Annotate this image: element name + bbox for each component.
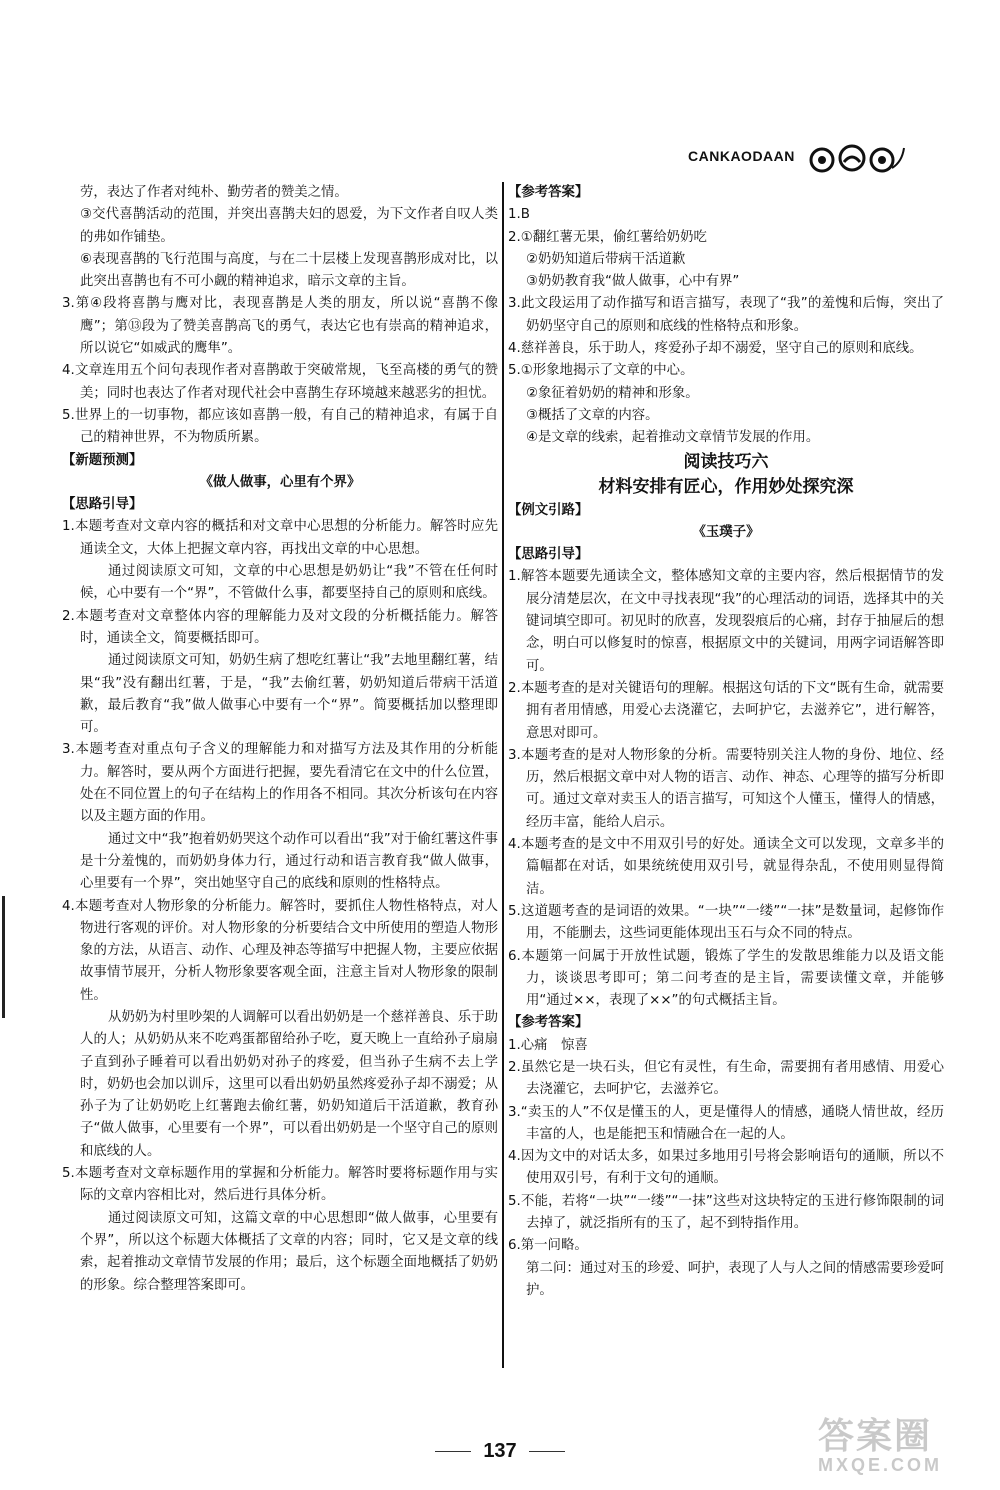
footer-dash xyxy=(435,1451,471,1452)
answer-item: ③奶奶教育我“做人做事，心中有界” xyxy=(526,274,740,290)
answer-item: 5.①形象地揭示了文章的中心。 xyxy=(508,363,694,379)
page-number-text: 137 xyxy=(483,1440,517,1462)
right-column xyxy=(508,182,944,1302)
answer-item: 3.此文段运用了动作描写和语言描写，表现了“我”的羞愧和后悔，突出了奶奶坚守自己的原则和底线的性格特点和形象。 xyxy=(508,296,944,334)
watermark-top: 答案圈 xyxy=(818,1415,933,1456)
section-label: 【新题预测】 xyxy=(62,452,143,468)
section-label: 【思路引导】 xyxy=(62,497,143,513)
margin-mark xyxy=(2,896,5,1018)
left-text: 3.第④段将喜鹊与鹰对比，表现喜鹊是人类的朋友，所以说“喜鹊不像鹰”；第⑬段为了赞美喜鹊高飞的勇气，表达它也有崇高的精神追求，所以说它“如威武的鹰隼”。 xyxy=(62,296,498,357)
section-label: 【参考答案】 xyxy=(508,185,589,200)
article-title: 《玉璞子》 xyxy=(692,524,760,540)
answer-item: 第二问：通过对玉的珍爱、呵护，表现了人与人之间的情感需要珍爱呵护。 xyxy=(526,1260,944,1298)
left-text: ⑥表现喜鹊的飞行范围与高度，与在二十层楼上发现喜鹊形成对比，以此突出喜鹊也有不可小觑的精神追求，暗示文章的主旨。 xyxy=(80,251,498,290)
answer-item: 2.虽然它是一块石头，但它有灵性，有生命，需要拥有者用感情、用爱心去浇灌它，去呵护它，去滋养它。 xyxy=(508,1059,944,1098)
answer-item: 5.不能，若将“一块”“一缕”“一抹”这些对这块特定的玉进行修饰限制的词去掉了，就泛指所有的玉了，起不到特指作用。 xyxy=(508,1193,944,1232)
watermark xyxy=(818,1408,988,1480)
guide-item: 4.本题考查对人物形象的分析能力。解答时，要抓住人物性格特点，对人物进行客观的评价。对人物形象的分析要结合文中所使用的塑造人物形象的方法，从语言、动作、心理及神态等描写中把握人物，主要应依据故事情节展开，分析人物形象要客观全面，注意主旨对人物形象的限制性。 xyxy=(62,898,498,1003)
guide-item: 3.本题考查对重点句子含义的理解能力和对描写方法及其作用的分析能力。解答时，要从两个方面进行把握，要先看清它在文中的什么位置，处在不同位置上的句子在结构上的作用各不相同。其次分析该句在内容以及主题方面的作用。 xyxy=(62,742,498,825)
answer-item: 2.①翻红薯无果，偷红薯给奶奶吃 xyxy=(508,229,707,245)
answer-item: ③概括了文章的内容。 xyxy=(526,407,659,423)
guide-item: 通过阅读原文可知，文章的中心思想是奶奶让“我”不管在任何时候，心中要有一个“界”，不管做什么事，都要坚持自己的原则和底线。 xyxy=(80,564,498,602)
guide-item: 5.本题考查对文章标题作用的掌握和分析能力。解答时要将标题作用与实际的文章内容相比对，然后进行具体分析。 xyxy=(62,1166,498,1204)
brand-text: CANKAODAAN xyxy=(688,148,795,164)
guide-item: 6.本题第一问属于开放性试题，锻炼了学生的发散思维能力以及语文能力，谈谈思考即可；第二问考查的是主旨，需要读懂文章，并能够用“通过××，表现了××”的句式概括主旨。 xyxy=(508,948,944,1009)
decorative-logo-icon xyxy=(808,138,908,182)
answer-item: 4.因为文中的对话太多，如果过多地用引号将会影响语句的通顺，所以不使用双引号，有利于文句的通顺。 xyxy=(508,1149,944,1187)
column-divider xyxy=(502,182,504,1368)
lesson-heading: 阅读技巧六 xyxy=(683,451,769,472)
guide-item: 1.本题考查对文章内容的概括和对文章中心思想的分析能力。解答时应先通读全文，大体上把握文章内容，再找出文章的中心思想。 xyxy=(62,519,498,557)
answer-item: ④是文章的线索，起着推动文章情节发展的作用。 xyxy=(526,430,820,446)
guide-item: 5.这道题考查的是词语的效果。“一块”“一缕”“一抹”是数量词，起修饰作用，不能删去，这些词更能体现出玉石与众不同的特点。 xyxy=(508,903,944,942)
lesson-subheading: 材料安排有匠心，作用妙处探究深 xyxy=(598,476,854,497)
watermark-bottom: MXQE.COM xyxy=(818,1455,943,1475)
guide-item: 从奶奶为村里吵架的人调解可以看出奶奶是一个慈祥善良、乐于助人的人；从奶奶从来不吃鸡蛋都留给孙子吃，夏天晚上一直给孙子扇扇子直到孙子睡着可以看出奶奶对孙子的疼爱，但当孙子生病不去上学时，奶奶也会加以训斥，这里可以看出奶奶虽然疼爱孙子却不溺爱；从孙子为了让奶奶吃上红薯跑去偷红薯，奶奶知道后干活道歉，教育孙子“做人做事，心里要有一个界”，可以看出奶奶是一个坚守自己的原则和底线的人。 xyxy=(80,1009,498,1159)
answer-item: 4.慈祥善良，乐于助人，疼爱孙子却不溺爱，坚守自己的原则和底线。 xyxy=(508,341,923,357)
section-label: 【例文引路】 xyxy=(508,502,589,518)
section-label: 【参考答案】 xyxy=(508,1015,589,1031)
guide-item: 4.本题考查的是文中不用双引号的好处。通读全文可以发现，文章多半的篇幅都在对话，如果统统使用双引号，就显得杂乱，不使用则显得简洁。 xyxy=(508,837,944,897)
guide-item: 2.本题考查的是对关键语句的理解。根据这句话的下文“既有生命，就需要拥有者用情感，用爱心去浇灌它，去呵护它，去滋养它”，进行解答，意思对即可。 xyxy=(508,680,944,741)
answer-item: 6.第一问略。 xyxy=(508,1238,588,1254)
answer-item: 1.心痛 惊喜 xyxy=(508,1037,588,1053)
left-column xyxy=(62,182,498,1297)
answer-item: 1.B xyxy=(508,207,530,223)
left-text: 劳，表达了作者对纯朴、勤劳者的赞美之情。 xyxy=(80,185,348,200)
footer-dash xyxy=(529,1451,565,1452)
guide-item: 通过阅读原文可知，这篇文章的中心思想即“做人做事，心里要有个界”，所以这个标题大体概括了文章的内容；同时，它又是文章的线索，起着推动文章情节发展的作用；最后，这个标题全面地概括了奶奶的形象。综合整理答案即可。 xyxy=(80,1210,498,1293)
answer-item: 3.“卖玉的人”不仅是懂玉的人，更是懂得人的情感，通晓人情世故，经历丰富的人，也是能把玉和情融合在一起的人。 xyxy=(508,1104,944,1142)
section-label: 【思路引导】 xyxy=(508,547,589,563)
guide-item: 通过文中“我”抱着奶奶哭这个动作可以看出“我”对于偷红薯这件事是十分羞愧的，而奶奶身体力行，通过行动和语言教育我“做人做事，心里要有一个界”，突出她坚守自己的底线和原则的性格特点。 xyxy=(80,831,498,892)
article-title: 《做人做事，心里有个界》 xyxy=(199,474,361,490)
left-text: 4.文章连用五个问句表现作者对喜鹊敢于突破常规，飞至高楼的勇气的赞美；同时也表达了作者对现代社会中喜鹊生存环境越来越恶劣的担忧。 xyxy=(62,363,498,401)
left-text: ③交代喜鹊活动的范围，并突出喜鹊夫妇的恩爱，为下文作者自叹人类的弗如作铺垫。 xyxy=(80,207,498,245)
guide-item: 通过阅读原文可知，奶奶生病了想吃红薯让“我”去地里翻红薯，结果“我”没有翻出红薯，于是，“我”去偷红薯，奶奶知道后带病干活道歉，最后教育“我”做人做事心中要有一个“界”。简要概括加以整理即可。 xyxy=(80,653,498,736)
answer-item: ②奶奶知道后带病干活道歉 xyxy=(526,251,686,267)
answer-item: ②象征着奶奶的精神和形象。 xyxy=(526,385,699,401)
left-text: 5.世界上的一切事物，都应该如喜鹊一般，有自己的精神追求，有属于自己的精神世界，不为物质所累。 xyxy=(62,407,498,446)
header-logo xyxy=(688,138,918,182)
guide-item: 3.本题考查的是对人物形象的分析。需要特别关注人物的身份、地位、经历，然后根据文章中对人物的语言、动作、神态、心理等的描写分析即可。通过文章对卖玉人的语言描写，可知这个人懂玉，懂得人的情感，经历丰富，能给人启示。 xyxy=(508,747,944,830)
guide-item: 2.本题考查对文章整体内容的理解能力及对文段的分析概括能力。解答时，通读全文，简要概括即可。 xyxy=(62,608,498,646)
guide-item: 1.解答本题要先通读全文，整体感知文章的主要内容，然后根据情节的发展分清楚层次，在文中寻找表现“我”的心理活动的词语，选择其中的关键词填空即可。初见时的欣喜，发现裂痕后的心痛，封存于抽屉后的想念，明白可以修复时的惊喜，根据原文中的关键词，用两字词语解答即可。 xyxy=(508,569,944,674)
